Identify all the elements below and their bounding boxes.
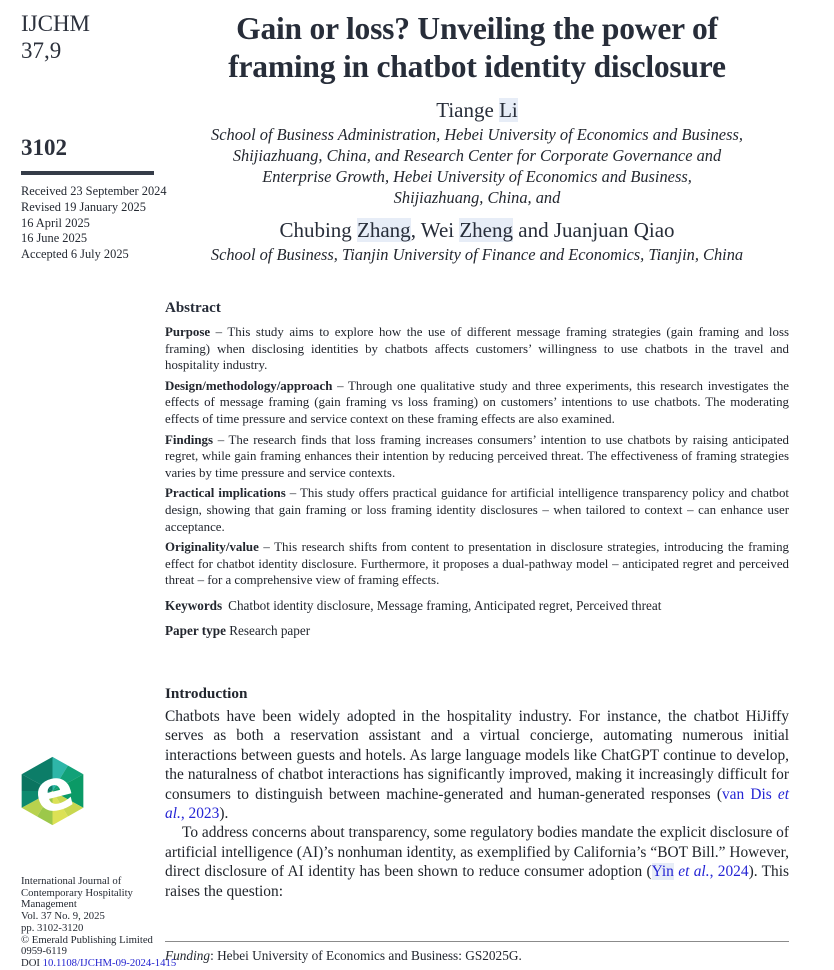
abstract-findings — [165, 432, 789, 482]
imprint-line: Contemporary Hospitality — [21, 886, 133, 899]
affiliation-line: Enterprise Growth, Hebei University of Economics and Business, — [262, 167, 692, 186]
abstract-purpose — [165, 324, 789, 374]
affiliation-line: Shijiazhuang, China, and Research Center for Corporate Governance and — [232, 146, 722, 165]
funding-text: : Hebei University of Economics and Business: GS2025G. — [210, 948, 522, 963]
section-text: – This study aims to explore how the use of different message framing strategies (gain framing and loss framing) when disclosing identities by chatbots affects customers’ willingness to use chatbots in the travel and hospitality industry. — [165, 325, 789, 373]
imprint-line: © Emerald Publishing Limited — [21, 933, 153, 946]
paragraph-text: ). — [219, 805, 229, 823]
paragraph-text: Chatbots have been widely adopted in the hospitality industry. For instance, the chatbot HiJiffy serves as both a reservation assistant and a virtual concierge, automating numerous initial interactions between guests and hotels. As large language models like ChatGPT continue to develop, the naturalness of chatbot interactions has significantly improved, making it increasingly difficult for consumers to distinguish between machine-generated and human-generated responses ( — [165, 708, 789, 803]
imprint-line: Vol. 37 No. 9, 2025 — [21, 910, 105, 923]
section-label: Purpose — [165, 325, 211, 339]
authors-block — [165, 97, 789, 265]
section-label: Design/methodology/approach — [165, 378, 333, 393]
author-name: Chubing — [279, 218, 352, 242]
article-title — [165, 10, 789, 86]
affiliation-line: Shijiazhuang, China, and — [393, 188, 561, 207]
introduction-paragraph-2 — [165, 823, 789, 901]
author-line-1 — [165, 97, 789, 123]
abstract-originality — [165, 539, 789, 589]
citation-authors: Yin — [651, 863, 674, 881]
imprint-line: Management — [21, 898, 77, 911]
section-text: – This research shifts from content to presentation in disclosure strategies, introducing the framing effect for chatbot identity disclosure. Furthermore, it proposes a dual-pathway model – anticipated regret and perceived threat – for a comprehensive view of framing effects. — [165, 540, 789, 588]
abstract-practical-implications — [165, 485, 789, 535]
svg-text:e: e — [27, 756, 81, 826]
section-text: – The research finds that loss framing increases consumers’ intention to use chatbots by raising anticipated regret, while gain framing enhances their intention by reducing perceived threat. The effectiveness of framing strategies varies by time pressure and service contexts. — [165, 432, 789, 480]
section-label: Originality/value — [165, 540, 259, 555]
section-text: – Through one qualitative study and three experiments, this research investigates the effects of message framing (gain framing vs loss framing) on customers’ intentions to use chatbots. The moderating effects of time pressure and service context on these framing effects are also examined. — [165, 378, 789, 426]
doi-link[interactable]: 10.1108/IJCHM-09-2024-1415 — [42, 956, 177, 969]
journal-volume-issue: 37,9 — [21, 38, 62, 63]
keywords-label: Keywords — [165, 597, 223, 613]
journal-imprint — [21, 876, 176, 970]
citation-authors: van Dis — [721, 785, 772, 803]
author-link[interactable]: Zhang — [357, 218, 411, 242]
affiliation-1 — [165, 124, 789, 208]
abstract-section — [165, 299, 789, 640]
section-label: Practical implications — [165, 486, 286, 501]
author-line-2 — [165, 217, 789, 243]
introduction-section — [165, 684, 789, 901]
history-line: Received 23 September 2024 — [21, 184, 167, 198]
imprint-line: International Journal of — [21, 875, 122, 887]
abstract-heading: Abstract — [165, 300, 221, 316]
title-line-2: framing in chatbot identity disclosure — [228, 49, 726, 84]
masthead-divider — [21, 171, 154, 175]
citation-link[interactable] — [652, 863, 749, 880]
affiliation-2: School of Business, Tianjin University of Finance and Economics, Tianjin, China — [210, 245, 744, 264]
title-line-1: Gain or loss? Unveiling the power of — [236, 11, 718, 46]
citation-etal: et al. — [165, 785, 789, 823]
emerald-logo-icon — [21, 756, 84, 826]
author-name: and Juanjuan Qiao — [518, 218, 675, 242]
doi-label: DOI — [21, 956, 40, 969]
paragraph-text: To address concerns about transparency, some regulatory bodies mandate the explicit disclosure of artificial intelligence (AI)’s nonhuman identity, as exemplified by California’s “BOT Bill.” However, direct disclosure of AI identity has been shown to reduce consumer adoption ( — [165, 824, 789, 881]
paper-type-line — [165, 622, 789, 640]
funding-label: Funding — [165, 948, 211, 963]
journal-masthead — [21, 10, 90, 64]
history-line: Revised 19 January 2025 — [21, 199, 146, 214]
paper-type-text: Research paper — [229, 622, 311, 638]
introduction-heading: Introduction — [165, 685, 248, 702]
citation-etal: et al. — [678, 863, 710, 881]
article-history — [21, 184, 167, 263]
section-text: – This study offers practical guidance for artificial intelligence transparency policy and chatbot design, showing that gain framing or loss framing identity disclosures – when tailored to context – can enhance user acceptance. — [165, 486, 789, 534]
imprint-line: pp. 3102-3120 — [21, 921, 84, 934]
doi-line — [21, 958, 176, 970]
author-link[interactable]: Li — [499, 98, 518, 122]
section-label: Findings — [165, 432, 214, 447]
citation-year: , 2023 — [180, 805, 220, 823]
introduction-paragraph-1 — [165, 707, 789, 823]
author-link[interactable]: Zheng — [459, 218, 514, 242]
keywords-text: Chatbot identity disclosure, Message framing, Anticipated regret, Perceived threat — [228, 597, 662, 613]
keywords-line — [165, 597, 789, 615]
history-line: 16 June 2025 — [21, 231, 88, 246]
citation-year: , 2024 — [709, 863, 749, 881]
author-name: , Wei — [410, 218, 455, 242]
history-line: 16 April 2025 — [21, 215, 90, 230]
history-line: Accepted 6 July 2025 — [21, 247, 129, 262]
paper-type-label: Paper type — [165, 622, 226, 638]
journal-code: IJCHM — [21, 11, 91, 36]
emerald-logo — [21, 756, 84, 826]
author-name: Tiange — [436, 98, 494, 122]
imprint-line: 0959-6119 — [21, 945, 67, 958]
affiliation-line: School of Business Administration, Hebei University of Economics and Business, — [211, 125, 743, 144]
footnote-divider — [165, 941, 789, 942]
funding-note — [165, 947, 789, 964]
abstract-design — [165, 378, 789, 428]
page-number: 3102 — [21, 135, 67, 160]
paragraph-text: ). This raises the question: — [165, 863, 789, 900]
